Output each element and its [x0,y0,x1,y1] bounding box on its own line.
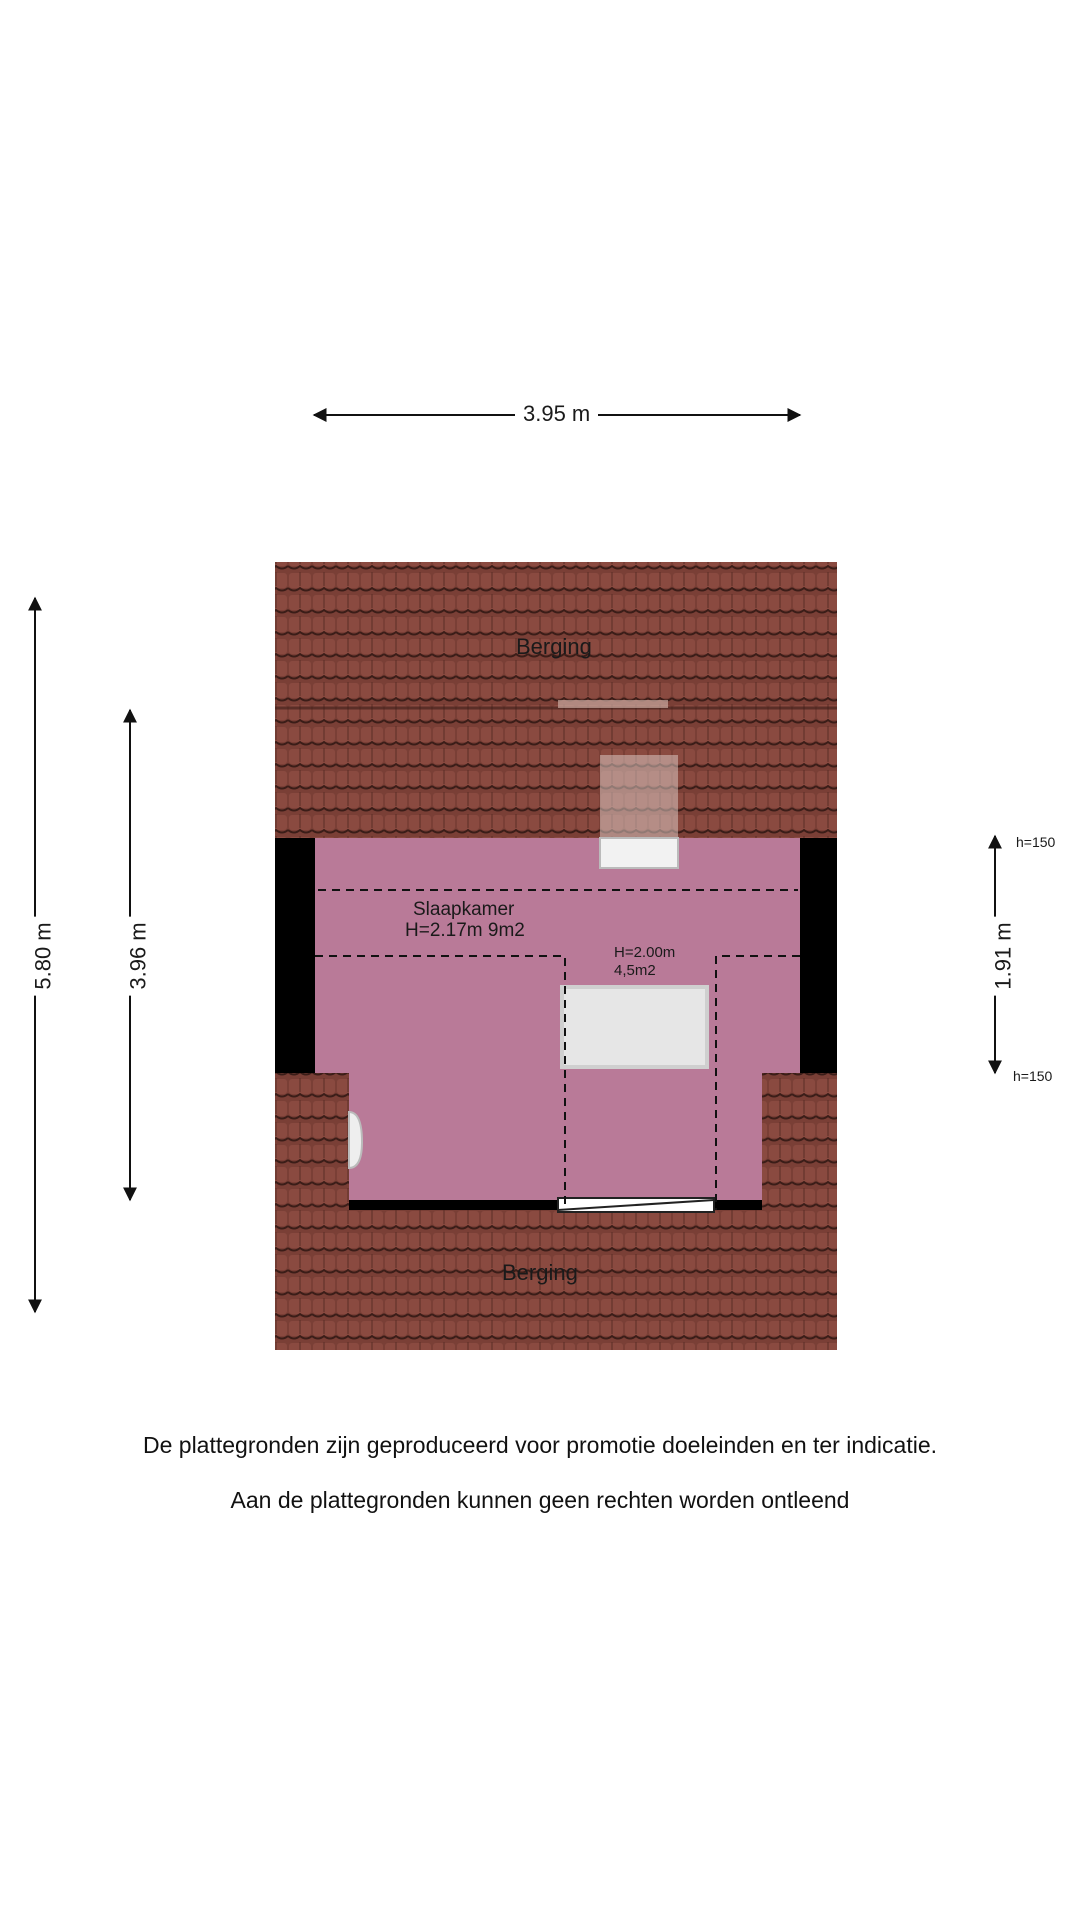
door-left [349,1112,362,1168]
top-storage-label: Berging [516,634,592,659]
bedroom-info-label: H=2.17m 9m2 [405,920,525,941]
dormer-height-label: H=2.00m [614,944,676,961]
left-outer-dimension-label: 5.80 m [31,916,57,995]
bedroom-name-label: Slaapkamer [413,899,515,920]
left-inner-dimension-label: 3.96 m [126,916,152,995]
right-dimension-label: 1.91 m [991,916,1017,995]
bottom-storage-label: Berging [502,1260,578,1285]
skylight-center [562,987,707,1067]
right-top-height-label: h=150 [1016,834,1056,850]
disclaimer-line-1: De plattegronden zijn geproduceerd voor promotie doeleinden en ter indicatie. [142,1432,938,1458]
right-bottom-height-label: h=150 [1013,1068,1053,1084]
window-bottom [558,1198,714,1212]
top-dimension-label: 3.95 m [515,401,598,427]
wall-left [275,838,315,1073]
roof-hatch-top [558,700,668,708]
disclaimer-line-2: Aan de plattegronden kunnen geen rechten worden ontleend [230,1487,850,1513]
bedroom-floor [315,838,800,1200]
dormer-area-label: 4,5m2 [614,962,656,979]
wall-right [800,838,837,1073]
skylight-top [600,755,678,868]
